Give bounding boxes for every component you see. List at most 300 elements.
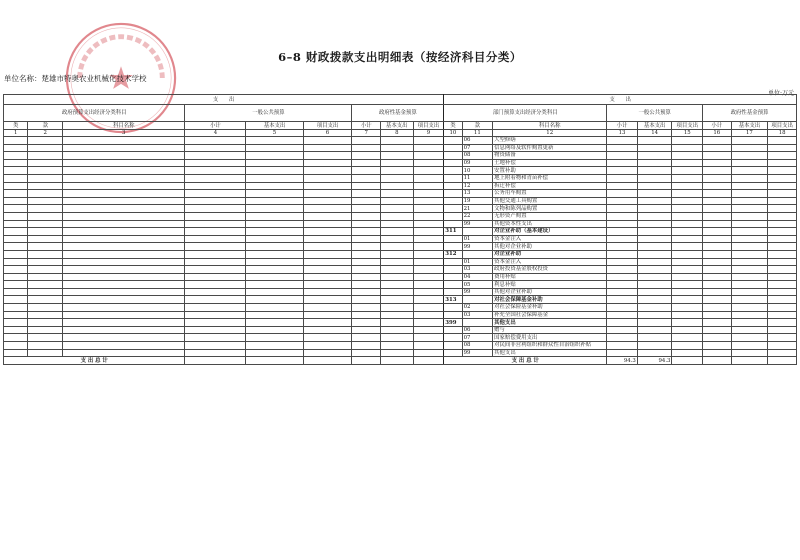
empty-cell bbox=[731, 167, 768, 175]
empty-cell bbox=[246, 190, 303, 198]
empty-cell bbox=[352, 152, 381, 160]
empty-cell bbox=[731, 342, 768, 350]
empty-cell bbox=[380, 159, 413, 167]
empty-cell bbox=[637, 334, 672, 342]
empty-cell bbox=[731, 266, 768, 274]
empty-cell bbox=[303, 243, 352, 251]
category-code bbox=[444, 212, 462, 220]
empty-cell bbox=[4, 304, 28, 312]
empty-cell bbox=[380, 342, 413, 350]
empty-cell bbox=[380, 190, 413, 198]
category-code bbox=[444, 334, 462, 342]
empty-cell bbox=[703, 311, 732, 319]
empty-cell bbox=[4, 220, 28, 228]
empty-cell bbox=[731, 235, 768, 243]
subject-name: 对社会保险基金补助 bbox=[493, 304, 607, 312]
empty-cell bbox=[4, 250, 28, 258]
empty-cell bbox=[246, 220, 303, 228]
column-header: 基本支出 bbox=[731, 122, 768, 130]
table-row bbox=[4, 250, 797, 258]
subject-name: 大型修缮 bbox=[493, 137, 607, 145]
category-code bbox=[444, 273, 462, 281]
empty-cell bbox=[185, 296, 246, 304]
empty-cell bbox=[607, 190, 638, 198]
empty-cell bbox=[246, 243, 303, 251]
item-code: 02 bbox=[462, 304, 493, 312]
empty-cell bbox=[731, 159, 768, 167]
table-row bbox=[4, 288, 797, 296]
table-row bbox=[4, 152, 797, 160]
empty-cell bbox=[63, 159, 185, 167]
empty-cell bbox=[246, 174, 303, 182]
subject-name: 对社会保障基金补助 bbox=[493, 296, 607, 304]
item-code: 99 bbox=[462, 220, 493, 228]
empty-cell bbox=[63, 326, 185, 334]
empty-cell bbox=[413, 250, 444, 258]
empty-cell bbox=[413, 326, 444, 334]
empty-cell bbox=[607, 266, 638, 274]
empty-cell bbox=[731, 319, 768, 327]
empty-cell bbox=[352, 137, 381, 145]
empty-cell bbox=[28, 334, 63, 342]
empty-cell bbox=[246, 288, 303, 296]
table-row bbox=[4, 342, 797, 350]
empty-cell bbox=[303, 228, 352, 236]
column-header: 小计 bbox=[607, 122, 638, 130]
empty-cell bbox=[380, 266, 413, 274]
empty-cell bbox=[185, 197, 246, 205]
empty-cell bbox=[352, 334, 381, 342]
empty-cell bbox=[28, 342, 63, 350]
empty-cell bbox=[303, 334, 352, 342]
empty-cell bbox=[63, 266, 185, 274]
empty-cell bbox=[731, 334, 768, 342]
empty-cell bbox=[672, 152, 703, 160]
table-row bbox=[4, 159, 797, 167]
empty-cell bbox=[4, 152, 28, 160]
empty-cell bbox=[4, 288, 28, 296]
column-header: 项目支出 bbox=[413, 122, 444, 130]
empty-cell bbox=[703, 250, 732, 258]
empty-cell bbox=[731, 182, 768, 190]
empty-cell bbox=[672, 334, 703, 342]
empty-cell bbox=[185, 190, 246, 198]
empty-cell bbox=[637, 152, 672, 160]
empty-cell bbox=[768, 174, 797, 182]
subject-name: 其他支出 bbox=[493, 319, 607, 327]
empty-cell bbox=[380, 243, 413, 251]
empty-cell bbox=[703, 137, 732, 145]
category-code bbox=[444, 167, 462, 175]
empty-cell bbox=[303, 235, 352, 243]
empty-cell bbox=[637, 137, 672, 145]
empty-cell bbox=[607, 228, 638, 236]
item-code bbox=[462, 250, 493, 258]
empty-cell bbox=[703, 212, 732, 220]
empty-cell bbox=[413, 137, 444, 145]
empty-cell bbox=[303, 220, 352, 228]
empty-cell bbox=[731, 258, 768, 266]
table-row bbox=[4, 205, 797, 213]
empty-cell bbox=[703, 273, 732, 281]
empty-cell bbox=[380, 205, 413, 213]
empty-cell bbox=[185, 258, 246, 266]
empty-cell bbox=[352, 311, 381, 319]
empty-cell bbox=[637, 288, 672, 296]
subject-name: 其他交通工具购置 bbox=[493, 197, 607, 205]
empty-cell bbox=[63, 167, 185, 175]
empty-cell bbox=[28, 243, 63, 251]
column-index: 12 bbox=[493, 130, 607, 137]
empty-cell bbox=[607, 288, 638, 296]
empty-cell bbox=[637, 197, 672, 205]
empty-cell bbox=[413, 266, 444, 274]
empty-cell bbox=[768, 258, 797, 266]
empty-cell bbox=[607, 152, 638, 160]
empty-cell bbox=[185, 205, 246, 213]
empty-cell bbox=[352, 266, 381, 274]
empty-cell bbox=[380, 250, 413, 258]
column-index: 1 bbox=[4, 130, 28, 137]
empty-cell bbox=[607, 144, 638, 152]
empty-cell bbox=[768, 357, 797, 365]
empty-cell bbox=[703, 326, 732, 334]
empty-cell bbox=[731, 197, 768, 205]
item-code: 99 bbox=[462, 288, 493, 296]
empty-cell bbox=[703, 243, 732, 251]
empty-cell bbox=[28, 228, 63, 236]
subject-name: 土地补偿 bbox=[493, 159, 607, 167]
empty-cell bbox=[413, 319, 444, 327]
empty-cell bbox=[607, 319, 638, 327]
empty-cell bbox=[380, 137, 413, 145]
empty-cell bbox=[352, 235, 381, 243]
empty-cell bbox=[380, 304, 413, 312]
empty-cell bbox=[303, 319, 352, 327]
empty-cell bbox=[28, 174, 63, 182]
empty-cell bbox=[185, 250, 246, 258]
table-row bbox=[4, 174, 797, 182]
empty-cell bbox=[185, 152, 246, 160]
subject-name: 安置补助 bbox=[493, 167, 607, 175]
empty-cell bbox=[672, 159, 703, 167]
empty-cell bbox=[637, 205, 672, 213]
column-index: 3 bbox=[63, 130, 185, 137]
empty-cell bbox=[768, 137, 797, 145]
empty-cell bbox=[413, 342, 444, 350]
empty-cell bbox=[768, 266, 797, 274]
empty-cell bbox=[28, 304, 63, 312]
empty-cell bbox=[303, 197, 352, 205]
category-code bbox=[444, 266, 462, 274]
empty-cell bbox=[768, 205, 797, 213]
item-code: 19 bbox=[462, 197, 493, 205]
empty-cell bbox=[768, 342, 797, 350]
empty-cell bbox=[768, 296, 797, 304]
empty-cell bbox=[303, 205, 352, 213]
empty-cell bbox=[28, 258, 63, 266]
empty-cell bbox=[413, 243, 444, 251]
empty-cell bbox=[246, 250, 303, 258]
table-row bbox=[4, 182, 797, 190]
empty-cell bbox=[303, 349, 352, 357]
table-row bbox=[4, 266, 797, 274]
empty-cell bbox=[672, 304, 703, 312]
column-header: 款 bbox=[462, 122, 493, 130]
empty-cell bbox=[185, 174, 246, 182]
empty-cell bbox=[303, 357, 352, 365]
left-general-budget-header: 一般公共预算 bbox=[185, 105, 352, 122]
empty-cell bbox=[637, 190, 672, 198]
money-unit-label: 单位:万元 bbox=[767, 90, 794, 97]
expenditure-table bbox=[3, 94, 797, 365]
empty-cell bbox=[246, 167, 303, 175]
category-code bbox=[444, 349, 462, 357]
empty-cell bbox=[637, 281, 672, 289]
empty-cell bbox=[4, 334, 28, 342]
item-code bbox=[462, 228, 493, 236]
empty-cell bbox=[63, 220, 185, 228]
empty-cell bbox=[413, 197, 444, 205]
table-row bbox=[4, 190, 797, 198]
empty-cell bbox=[185, 182, 246, 190]
column-index: 4 bbox=[185, 130, 246, 137]
empty-cell bbox=[28, 167, 63, 175]
empty-cell bbox=[28, 288, 63, 296]
empty-cell bbox=[672, 228, 703, 236]
empty-cell bbox=[352, 197, 381, 205]
subject-name: 地上附着物和青苗补偿 bbox=[493, 174, 607, 182]
empty-cell bbox=[607, 258, 638, 266]
table-row bbox=[4, 228, 797, 236]
empty-cell bbox=[185, 167, 246, 175]
empty-cell bbox=[28, 273, 63, 281]
column-header: 基本支出 bbox=[380, 122, 413, 130]
item-code: 11 bbox=[462, 174, 493, 182]
empty-cell bbox=[731, 174, 768, 182]
empty-cell bbox=[703, 296, 732, 304]
column-index: 6 bbox=[303, 130, 352, 137]
empty-cell bbox=[637, 342, 672, 350]
category-code: 311 bbox=[444, 228, 462, 236]
empty-cell bbox=[352, 228, 381, 236]
empty-cell bbox=[672, 266, 703, 274]
empty-cell bbox=[672, 243, 703, 251]
item-code: 07 bbox=[462, 334, 493, 342]
empty-cell bbox=[703, 288, 732, 296]
subject-name: 利息补贴 bbox=[493, 281, 607, 289]
empty-cell bbox=[672, 190, 703, 198]
empty-cell bbox=[352, 326, 381, 334]
total-subtotal: 94.3 bbox=[607, 357, 638, 365]
empty-cell bbox=[637, 349, 672, 357]
column-header: 小计 bbox=[185, 122, 246, 130]
empty-cell bbox=[246, 205, 303, 213]
item-code: 07 bbox=[462, 144, 493, 152]
empty-cell bbox=[28, 250, 63, 258]
subject-name: 其他对企业补助 bbox=[493, 243, 607, 251]
column-index: 11 bbox=[462, 130, 493, 137]
empty-cell bbox=[607, 159, 638, 167]
empty-cell bbox=[380, 319, 413, 327]
totals-row bbox=[4, 357, 797, 365]
empty-cell bbox=[672, 137, 703, 145]
empty-cell bbox=[380, 174, 413, 182]
empty-cell bbox=[768, 190, 797, 198]
category-code: 399 bbox=[444, 319, 462, 327]
subject-name: 其他对企业补助 bbox=[493, 288, 607, 296]
empty-cell bbox=[380, 235, 413, 243]
empty-cell bbox=[607, 296, 638, 304]
column-index: 15 bbox=[672, 130, 703, 137]
empty-cell bbox=[731, 304, 768, 312]
empty-cell bbox=[672, 235, 703, 243]
empty-cell bbox=[246, 159, 303, 167]
empty-cell bbox=[28, 212, 63, 220]
empty-cell bbox=[246, 258, 303, 266]
empty-cell bbox=[63, 342, 185, 350]
item-code: 09 bbox=[462, 159, 493, 167]
empty-cell bbox=[768, 304, 797, 312]
empty-cell bbox=[672, 167, 703, 175]
category-code bbox=[444, 342, 462, 350]
empty-cell bbox=[768, 243, 797, 251]
empty-cell bbox=[28, 190, 63, 198]
empty-cell bbox=[703, 159, 732, 167]
column-index: 13 bbox=[607, 130, 638, 137]
empty-cell bbox=[703, 319, 732, 327]
empty-cell bbox=[768, 182, 797, 190]
category-code bbox=[444, 281, 462, 289]
empty-cell bbox=[768, 197, 797, 205]
empty-cell bbox=[303, 190, 352, 198]
empty-cell bbox=[246, 319, 303, 327]
empty-cell bbox=[703, 152, 732, 160]
table-row bbox=[4, 349, 797, 357]
empty-cell bbox=[303, 266, 352, 274]
empty-cell bbox=[413, 144, 444, 152]
empty-cell bbox=[303, 326, 352, 334]
empty-cell bbox=[637, 311, 672, 319]
empty-cell bbox=[637, 174, 672, 182]
empty-cell bbox=[185, 334, 246, 342]
empty-cell bbox=[637, 326, 672, 334]
empty-cell bbox=[63, 235, 185, 243]
empty-cell bbox=[380, 144, 413, 152]
empty-cell bbox=[768, 228, 797, 236]
column-index: 14 bbox=[637, 130, 672, 137]
empty-cell bbox=[413, 212, 444, 220]
empty-cell bbox=[768, 235, 797, 243]
empty-cell bbox=[768, 152, 797, 160]
empty-cell bbox=[28, 319, 63, 327]
empty-cell bbox=[63, 182, 185, 190]
empty-cell bbox=[672, 311, 703, 319]
empty-cell bbox=[303, 258, 352, 266]
empty-cell bbox=[63, 197, 185, 205]
empty-cell bbox=[63, 228, 185, 236]
empty-cell bbox=[380, 212, 413, 220]
empty-cell bbox=[352, 349, 381, 357]
column-header: 小计 bbox=[352, 122, 381, 130]
empty-cell bbox=[352, 212, 381, 220]
empty-cell bbox=[185, 288, 246, 296]
empty-cell bbox=[185, 159, 246, 167]
column-header: 基本支出 bbox=[637, 122, 672, 130]
category-code bbox=[444, 182, 462, 190]
empty-cell bbox=[380, 288, 413, 296]
column-header: 科目名称 bbox=[63, 122, 185, 130]
category-code bbox=[444, 304, 462, 312]
table-row bbox=[4, 296, 797, 304]
empty-cell bbox=[413, 258, 444, 266]
column-header: 款 bbox=[28, 122, 63, 130]
category-code bbox=[444, 137, 462, 145]
empty-cell bbox=[768, 159, 797, 167]
item-code: 01 bbox=[462, 235, 493, 243]
empty-cell bbox=[768, 334, 797, 342]
right-fund-budget-header: 政府性基金预算 bbox=[703, 105, 797, 122]
item-code: 08 bbox=[462, 152, 493, 160]
empty-cell bbox=[63, 243, 185, 251]
empty-cell bbox=[703, 357, 732, 365]
empty-cell bbox=[28, 159, 63, 167]
empty-cell bbox=[413, 190, 444, 198]
empty-cell bbox=[352, 190, 381, 198]
empty-cell bbox=[607, 137, 638, 145]
empty-cell bbox=[28, 281, 63, 289]
empty-cell bbox=[380, 311, 413, 319]
empty-cell bbox=[185, 220, 246, 228]
category-code bbox=[444, 190, 462, 198]
item-code: 21 bbox=[462, 205, 493, 213]
empty-cell bbox=[380, 228, 413, 236]
empty-cell bbox=[731, 311, 768, 319]
empty-cell bbox=[768, 167, 797, 175]
empty-cell bbox=[352, 243, 381, 251]
empty-cell bbox=[768, 311, 797, 319]
table-row bbox=[4, 311, 797, 319]
empty-cell bbox=[185, 235, 246, 243]
category-code: 313 bbox=[444, 296, 462, 304]
empty-cell bbox=[607, 304, 638, 312]
empty-cell bbox=[703, 220, 732, 228]
category-code bbox=[444, 235, 462, 243]
empty-cell bbox=[352, 281, 381, 289]
empty-cell bbox=[4, 326, 28, 334]
column-header: 项目支出 bbox=[672, 122, 703, 130]
empty-cell bbox=[185, 144, 246, 152]
subject-name: 资本金注入 bbox=[493, 258, 607, 266]
empty-cell bbox=[185, 326, 246, 334]
empty-cell bbox=[672, 319, 703, 327]
empty-cell bbox=[28, 182, 63, 190]
empty-cell bbox=[352, 159, 381, 167]
column-header: 项目支出 bbox=[303, 122, 352, 130]
empty-cell bbox=[607, 182, 638, 190]
empty-cell bbox=[731, 205, 768, 213]
empty-cell bbox=[185, 281, 246, 289]
item-code: 06 bbox=[462, 137, 493, 145]
empty-cell bbox=[185, 243, 246, 251]
category-code bbox=[444, 258, 462, 266]
empty-cell bbox=[703, 342, 732, 350]
empty-cell bbox=[4, 296, 28, 304]
empty-cell bbox=[413, 152, 444, 160]
item-code: 05 bbox=[462, 281, 493, 289]
empty-cell bbox=[185, 266, 246, 274]
empty-cell bbox=[28, 296, 63, 304]
